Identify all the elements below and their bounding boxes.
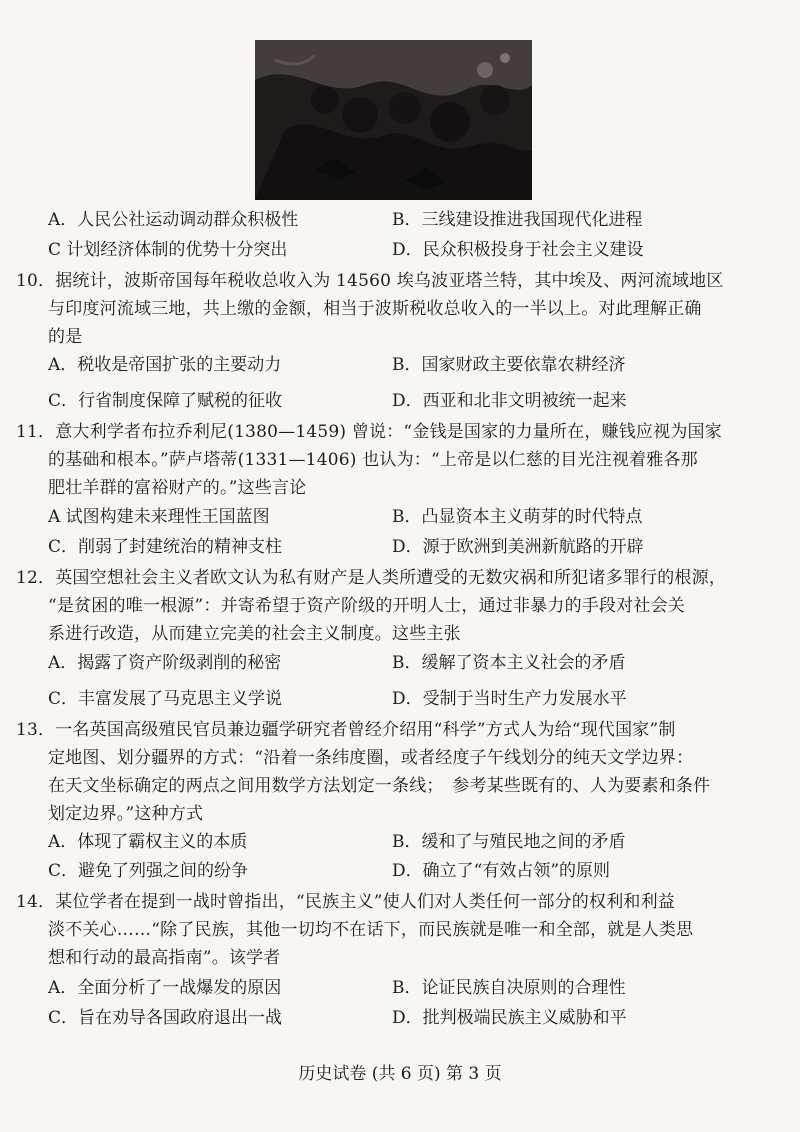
q14-stem-line-2: 淡不关心……“除了民族，其他一切均不在话下，而民族就是唯一和全部，就是人类思 (48, 920, 694, 940)
q12-stem-line-2: “是贫困的唯一根源”：并寄希望于资产阶级的开明人士，通过非暴力的手段对社会关 (48, 596, 685, 616)
q9-option-a: A．人民公社运动调动群众积极性 (48, 210, 299, 230)
illustration-photo (255, 40, 532, 200)
q14-option-a: A．全面分析了一战爆发的原因 (48, 978, 282, 998)
page-footer: 历史试卷 (共 6 页) 第 3 页 (298, 1064, 502, 1084)
q13-stem-line-4: 划定边界。”这种方式 (48, 804, 204, 824)
q10-option-b: B．国家财政主要依靠农耕经济 (392, 355, 626, 375)
q12-stem-line-1: 12．英国空想社会主义者欧文认为私有财产是人类所遭受的无数灾祸和所犯诸多罪行的根源， (16, 568, 727, 588)
q13-stem-line-2: 定地图、划分疆界的方式：“沿着一条纬度圈，或者经度子午线划分的纯天文学边界： (48, 748, 694, 768)
q11-stem-line-2: 的基础和根本。”萨卢塔蒂(1331—1406) 也认为：“上帝是以仁慈的目光注视着雅各那 (48, 450, 698, 470)
q11-option-b: B．凸显资本主义萌芽的时代特点 (392, 507, 643, 527)
q14-option-d: D．批判极端民族主义威胁和平 (392, 1008, 627, 1028)
q13-stem-line-3: 在天文坐标确定的两点之间用数学方法划定一条线； 参考某些既有的、人为要素和条件 (48, 776, 711, 796)
q14-stem-line-1: 14．某位学者在提到一战时曾指出，“民族主义”使人们对人类任何一部分的权利和利益 (16, 892, 676, 912)
q9-option-d: D．民众积极投身于社会主义建设 (392, 240, 644, 260)
q13-option-b: B．缓和了与殖民地之间的矛盾 (392, 832, 626, 852)
q10-stem-line-3: 的是 (48, 327, 83, 347)
q12-option-b: B．缓解了资本主义社会的矛盾 (392, 653, 626, 673)
q11-option-a: A 试图构建未来理性王国蓝图 (48, 507, 270, 527)
q11-stem-line-1: 11．意大利学者布拉乔利尼(1380—1459) 曾说：“金钱是国家的力量所在，赚钱应视为国家 (16, 422, 722, 442)
q14-stem-line-3: 想和行动的最高指南”。该学者 (48, 948, 281, 968)
q11-option-c: C．削弱了封建统治的精神支柱 (48, 537, 283, 557)
q12-option-a: A．揭露了资产阶级剥削的秘密 (48, 653, 282, 673)
q13-option-c: C．避免了列强之间的纷争 (48, 861, 249, 881)
q12-option-c: C．丰富发展了马克思主义学说 (48, 689, 283, 709)
q12-option-d: D．受制于当时生产力发展水平 (392, 689, 627, 709)
q10-option-c: C．行省制度保障了赋税的征收 (48, 391, 283, 411)
q11-option-d: D．源于欧洲到美洲新航路的开辟 (392, 537, 644, 557)
q13-option-d: D．确立了“有效占领”的原则 (392, 861, 611, 881)
q10-stem-line-1: 10．据统计，波斯帝国每年税收总收入为 14560 埃乌波亚塔兰特，其中埃及、两河流域地区 (16, 271, 724, 291)
ink-painting-image (255, 40, 532, 200)
q9-option-c: C 计划经济体制的优势十分突出 (48, 240, 288, 260)
q11-stem-line-3: 肥壮羊群的富裕财产的。”这些言论 (48, 478, 307, 498)
q14-option-b: B．论证民族自决原则的合理性 (392, 978, 626, 998)
q13-option-a: A．体现了霸权主义的本质 (48, 832, 248, 852)
q10-option-a: A．税收是帝国扩张的主要动力 (48, 355, 282, 375)
q10-option-d: D．西亚和北非文明被统一起来 (392, 391, 627, 411)
q10-stem-line-2: 与印度河流域三地，共上缴的金额，相当于波斯税收总收入的一半以上。对此理解正确 (48, 299, 702, 319)
q14-option-c: C．旨在劝导各国政府退出一战 (48, 1008, 283, 1028)
q9-option-b: B．三线建设推进我国现代化进程 (392, 210, 643, 230)
q12-stem-line-3: 系进行改造，从而建立完美的社会主义制度。这些主张 (48, 624, 461, 644)
q13-stem-line-1: 13．一名英国高级殖民官员兼边疆学研究者曾经介绍用“科学”方式人为给“现代国家”制 (16, 720, 676, 740)
